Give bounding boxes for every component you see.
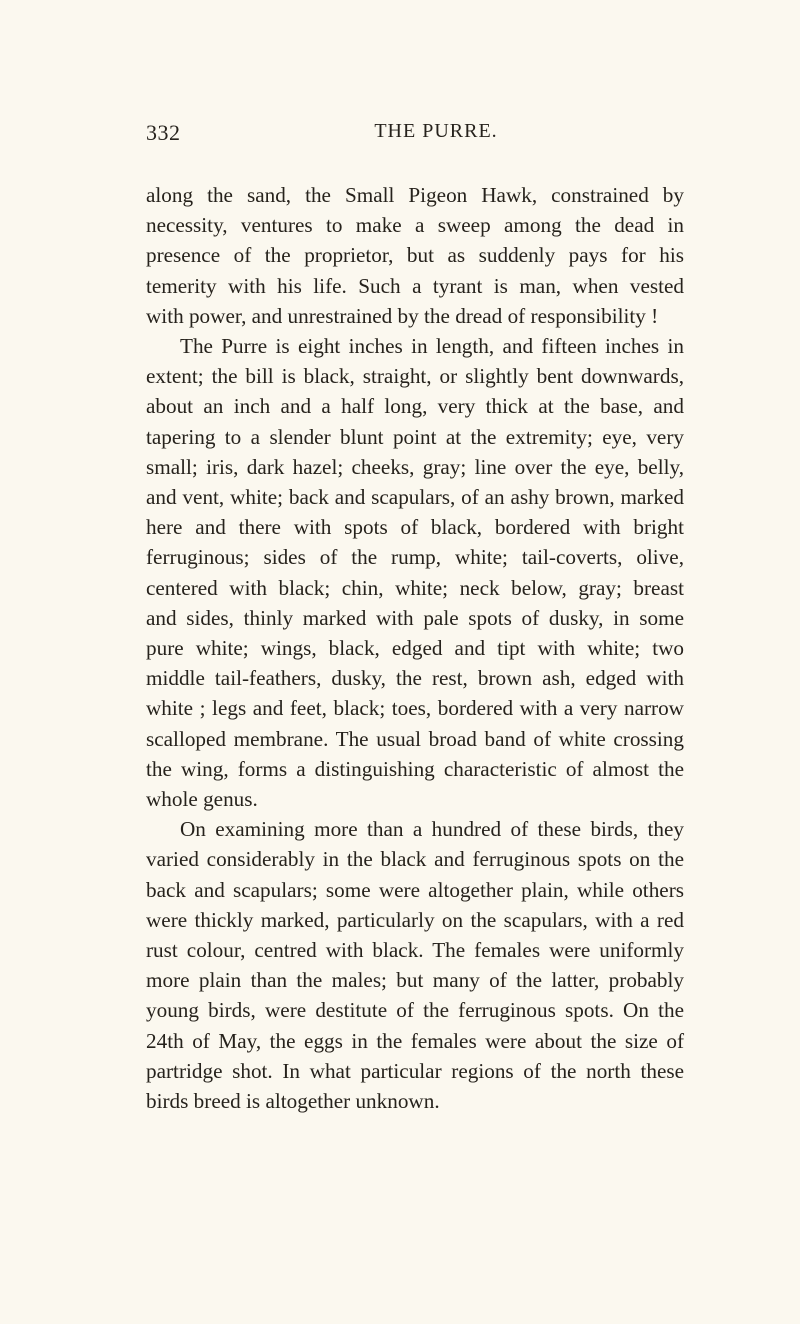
text-line: presence of the proprietor, but as suddenly pays for his bbox=[146, 243, 684, 268]
body-text bbox=[146, 180, 684, 1116]
text-line: centered with black; chin, white; neck below, gray; breast bbox=[146, 575, 684, 600]
text-line: middle tail-feathers, dusky, the rest, brown ash, edged with bbox=[146, 666, 684, 691]
text-line: white ; legs and feet, black; toes, bordered with a very narrow bbox=[146, 696, 684, 721]
text-line: more plain than the males; but many of the latter, probably bbox=[146, 968, 684, 993]
text-line: whole genus. bbox=[146, 787, 258, 812]
text-line: The Purre is eight inches in length, and fifteen inches in bbox=[180, 334, 684, 359]
text-line: and vent, white; back and scapulars, of an ashy brown, marked bbox=[146, 485, 684, 510]
text-line: necessity, ventures to make a sweep among the dead in bbox=[146, 213, 684, 238]
text-line: extent; the bill is black, straight, or slightly bent downwards, bbox=[146, 364, 684, 389]
text-line: here and there with spots of black, bordered with bright bbox=[146, 515, 684, 540]
text-line: On examining more than a hundred of these birds, they bbox=[180, 817, 684, 842]
text-line: along the sand, the Small Pigeon Hawk, constrained by bbox=[146, 183, 684, 207]
text-line: back and scapulars; some were altogether plain, while others bbox=[146, 877, 684, 902]
text-line: varied considerably in the black and ferruginous spots on the bbox=[146, 847, 684, 872]
text-line: with power, and unrestrained by the dread of responsibility ! bbox=[146, 303, 659, 328]
text-line: about an inch and a half long, very thick at the base, and bbox=[146, 394, 684, 419]
page-header bbox=[146, 120, 686, 150]
text-line: 24th of May, the eggs in the females were about the size of bbox=[146, 1028, 684, 1053]
text-line: partridge shot. In what particular regions of the north these bbox=[146, 1058, 684, 1083]
text-line: pure white; wings, black, edged and tipt with white; two bbox=[146, 636, 684, 661]
text-line: small; iris, dark hazel; cheeks, gray; line over the eye, belly, bbox=[146, 454, 684, 479]
text-line: the wing, forms a distinguishing characteristic of almost the bbox=[146, 756, 684, 781]
text-line: young birds, were destitute of the ferruginous spots. On the bbox=[146, 998, 684, 1023]
text-line: temerity with his life. Such a tyrant is man, when vested bbox=[146, 273, 684, 298]
running-title: THE PURRE. bbox=[374, 120, 498, 142]
text-line: birds breed is altogether unknown. bbox=[146, 1089, 440, 1114]
text-line: rust colour, centred with black. The females were uniformly bbox=[146, 938, 684, 963]
page-number: 332 bbox=[146, 120, 181, 145]
text-line: were thickly marked, particularly on the scapulars, with a red bbox=[146, 907, 684, 932]
text-line: and sides, thinly marked with pale spots of dusky, in some bbox=[146, 605, 684, 630]
text-line: scalloped membrane. The usual broad band of white crossing bbox=[146, 726, 684, 751]
text-line: tapering to a slender blunt point at the extremity; eye, very bbox=[146, 424, 684, 449]
text-line: ferruginous; sides of the rump, white; tail-coverts, olive, bbox=[146, 545, 684, 570]
